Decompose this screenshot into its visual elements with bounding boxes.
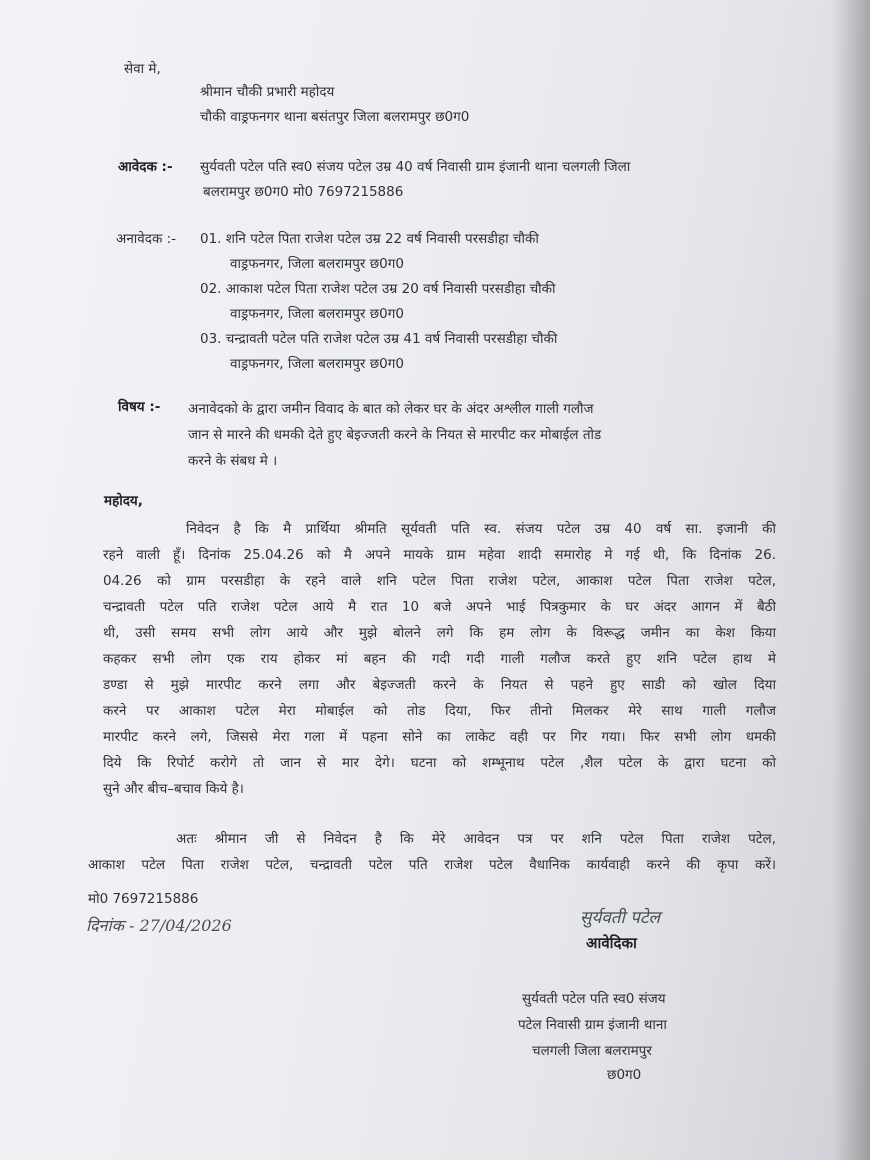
body-line-10: दिये कि रिपोर्ट करोगे तो जान से मार देगे। घटना को शम्भूनाथ पटेल ,शैल पटेल के द्वारा घटना को [103,755,776,771]
respondent-3-line-2: वाड्रफनगर, जिला बलरामपुर छ0ग0 [230,356,404,372]
body-line-11: सुने और बीच–बचाव किये है। [103,781,244,797]
greeting: महोदय, [104,493,143,509]
respondent-1-line-2: वाड्रफनगर, जिला बलरामपुर छ0ग0 [230,256,404,272]
salutation: सेवा मे, [124,61,161,77]
subject-line-3: करने के संबध मे । [188,453,278,469]
applicant-label: आवेदक :- [118,159,173,175]
respondent-1-line-1: 01. शनि पटेल पिता राजेश पटेल उम्र 22 वर्ष निवासी परसडीहा चौकी [200,231,539,247]
signatory-address-line-1: सुर्यवती पटेल पति स्व0 संजय [522,991,666,1007]
signature: सुर्यवती पटेल [580,908,661,928]
handwritten-date: दिनांक - 27/04/2026 [86,916,232,935]
body-line-6: कहकर सभी लोग एक राय होकर मां बहन की गदी गदी गाली गलौज करते हुए शनि पटेल हाथ मे [103,651,776,667]
request-line-1: अतः श्रीमान जी से निवेदन है कि मेरे आवेदन पत्र पर शनि पटेल पिता राजेश पटेल, [176,831,776,847]
addressee-line-1: श्रीमान चौकी प्रभारी महोदय [200,84,335,100]
subject-label: विषय :- [118,399,161,415]
body-line-1: निवेदन है कि मै प्रार्थिया श्रीमति सूर्यवती पति स्व. संजय पटेल उम्र 40 वर्ष सा. इजानी की [186,521,776,537]
respondent-2-line-1: 02. आकाश पटेल पिता राजेश पटेल उम्र 20 वर्ष निवासी परसडीहा चौकी [200,281,556,297]
body-line-9: मारपीट करने लगे, जिससे मेरा गला में पहना सोने का लाकेट वही पर गिर गया। फिर सभी लोग धमकी [103,729,776,745]
respondent-3-line-1: 03. चन्द्रावती पटेल पति राजेश पटेल उम्र 41 वर्ष निवासी परसडीहा चौकी [200,331,558,347]
signatory-address-line-4: छ0ग0 [607,1067,642,1083]
signatory-title: आवेदिका [586,934,637,952]
request-line-2: आकाश पटेल पिता राजेश पटेल, चन्द्रावती पटेल पति राजेश पटेल वैधानिक कार्यवाही करने की कृपा करें। [88,857,776,873]
body-line-2: रहने वाली हूँ। दिनांक 25.04.26 को मै अपने मायके ग्राम महेवा शादी समारोह मे गई थी, कि दिनांक 26. [103,547,776,563]
respondent-2-line-2: वाड्रफनगर, जिला बलरामपुर छ0ग0 [230,306,404,322]
body-line-5: थी, उसी समय सभी लोग आये और मुझे बोलने लगे कि हम लोग के विरूद्ध जमीन का केश किया [103,625,776,641]
body-line-3: 04.26 को ग्राम परसडीहा के रहने वाले शनि पटेल पिता राजेश पटेल, आकाश पटेल पिता राजेश पटेल, [103,573,776,589]
mobile-number: मो0 7697215886 [88,891,199,907]
respondents-label: अनावेदक :- [116,231,177,247]
signatory-address-line-3: चलगली जिला बलरामपुर [532,1043,652,1059]
body-line-4: चन्द्रावती पटेल पति राजेश पटेल आये मै रात 10 बजे अपने भाई पित्रकुमार के घर अंदर आगन में बैठी [103,599,776,615]
body-line-8: करने पर आकाश पटेल मेरा मोबाईल को तोड दिया, फिर तीनो मिलकर मेरे साथ गाली गलौज [103,703,776,719]
signatory-address-line-2: पटेल निवासी ग्राम इंजानी थाना [518,1017,667,1033]
subject-line-1: अनावेदको के द्वारा जमीन विवाद के बात को लेकर घर के अंदर अश्लील गाली गलौज [188,401,594,417]
applicant-line-1: सुर्यवती पटेल पति स्व0 संजय पटेल उम्र 40 वर्ष निवासी ग्राम इंजानी थाना चलगली जिला [200,159,631,175]
body-line-7: डण्डा से मुझे मारपीट करने लगा और बेइज्जती करने के नियत से पहने हुए साडी को खोल दिया [103,677,776,693]
applicant-line-2: बलरामपुर छ0ग0 मो0 7697215886 [203,184,404,200]
subject-line-2: जान से मारने की धमकी देते हुए बेइज्जती करने के नियत से मारपीट कर मोबाईल तोड [188,427,602,443]
addressee-line-2: चौकी वाड्रफनगर थाना बसंतपुर जिला बलरामपुर छ0ग0 [200,109,470,125]
